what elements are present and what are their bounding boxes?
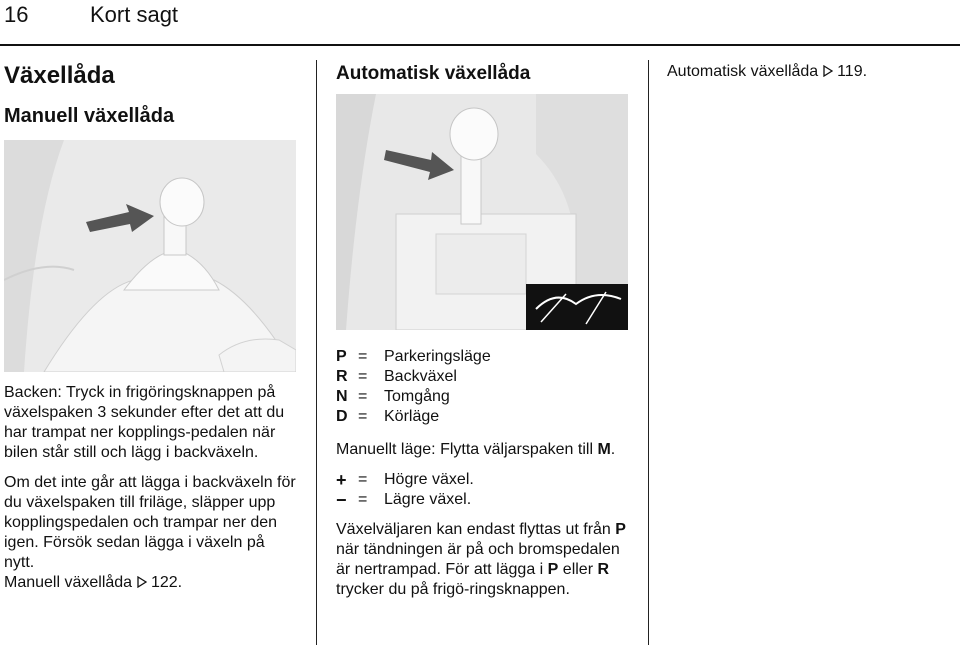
reverse-fallback-instruction: Om det inte går att lägga i backväxeln för du växelspaken till friläge, släpper upp kopplingspedalen och trampar ner den igen. Försök sedan lägga i växeln på nytt. [4,474,296,571]
manual-mode-instruction: Manuellt läge: Flytta väljarspaken till M. [336,441,616,458]
column-manual [4,60,296,645]
page-header [0,0,960,44]
manual-gearbox-title: Manuell växellåda [4,105,175,127]
plus-icon: + [336,470,347,490]
legend-row-p: P = Parkeringsläge [336,348,491,365]
minus-icon: − [336,490,347,510]
column-automatic [316,60,656,645]
manual-reference: Manuell växellåda 122. [4,574,183,591]
reference-arrow-icon [823,65,833,77]
chapter-title: Kort sagt [90,2,179,27]
automatic-selector-illustration [336,94,628,330]
legend-row-n: N = Tomgång [336,388,450,405]
legend-row-r: R = Backväxel [336,368,457,385]
manual-gear-lever-illustration [4,140,296,372]
manual-text-block [4,383,296,593]
shift-up-row: + = Högre växel. [336,470,474,490]
automatic-gearbox-title: Automatisk växellåda [336,63,531,84]
reference-arrow-icon [137,576,147,588]
manual-gear-lever-drawing [4,140,296,372]
header-rule [0,44,960,46]
gear-legend [336,347,636,427]
page-number: 16 [4,2,29,27]
reverse-instruction: Backen: Tryck in frigöringsknappen på växelspaken 3 sekunder efter det att du har trampat ner kopplings-pedalen när bilen står still och lägg i backväxeln. [4,384,285,461]
shift-down-row: − = Lägre växel. [336,490,472,510]
automatic-selector-drawing [336,94,628,330]
automatic-reference: Automatisk växellåda 119. [667,63,868,80]
legend-row-d: D = Körläge [336,408,440,425]
section-title: Växellåda [4,62,115,89]
automatic-text-block [336,440,636,600]
column-reference [648,60,960,645]
selector-release-instruction: Växelväljaren kan endast flyttas ut från P när tändningen är på och bromspedalen är nertrampad. För att lägga i P eller R trycker du på frigö-ringsknappen. [336,521,626,598]
